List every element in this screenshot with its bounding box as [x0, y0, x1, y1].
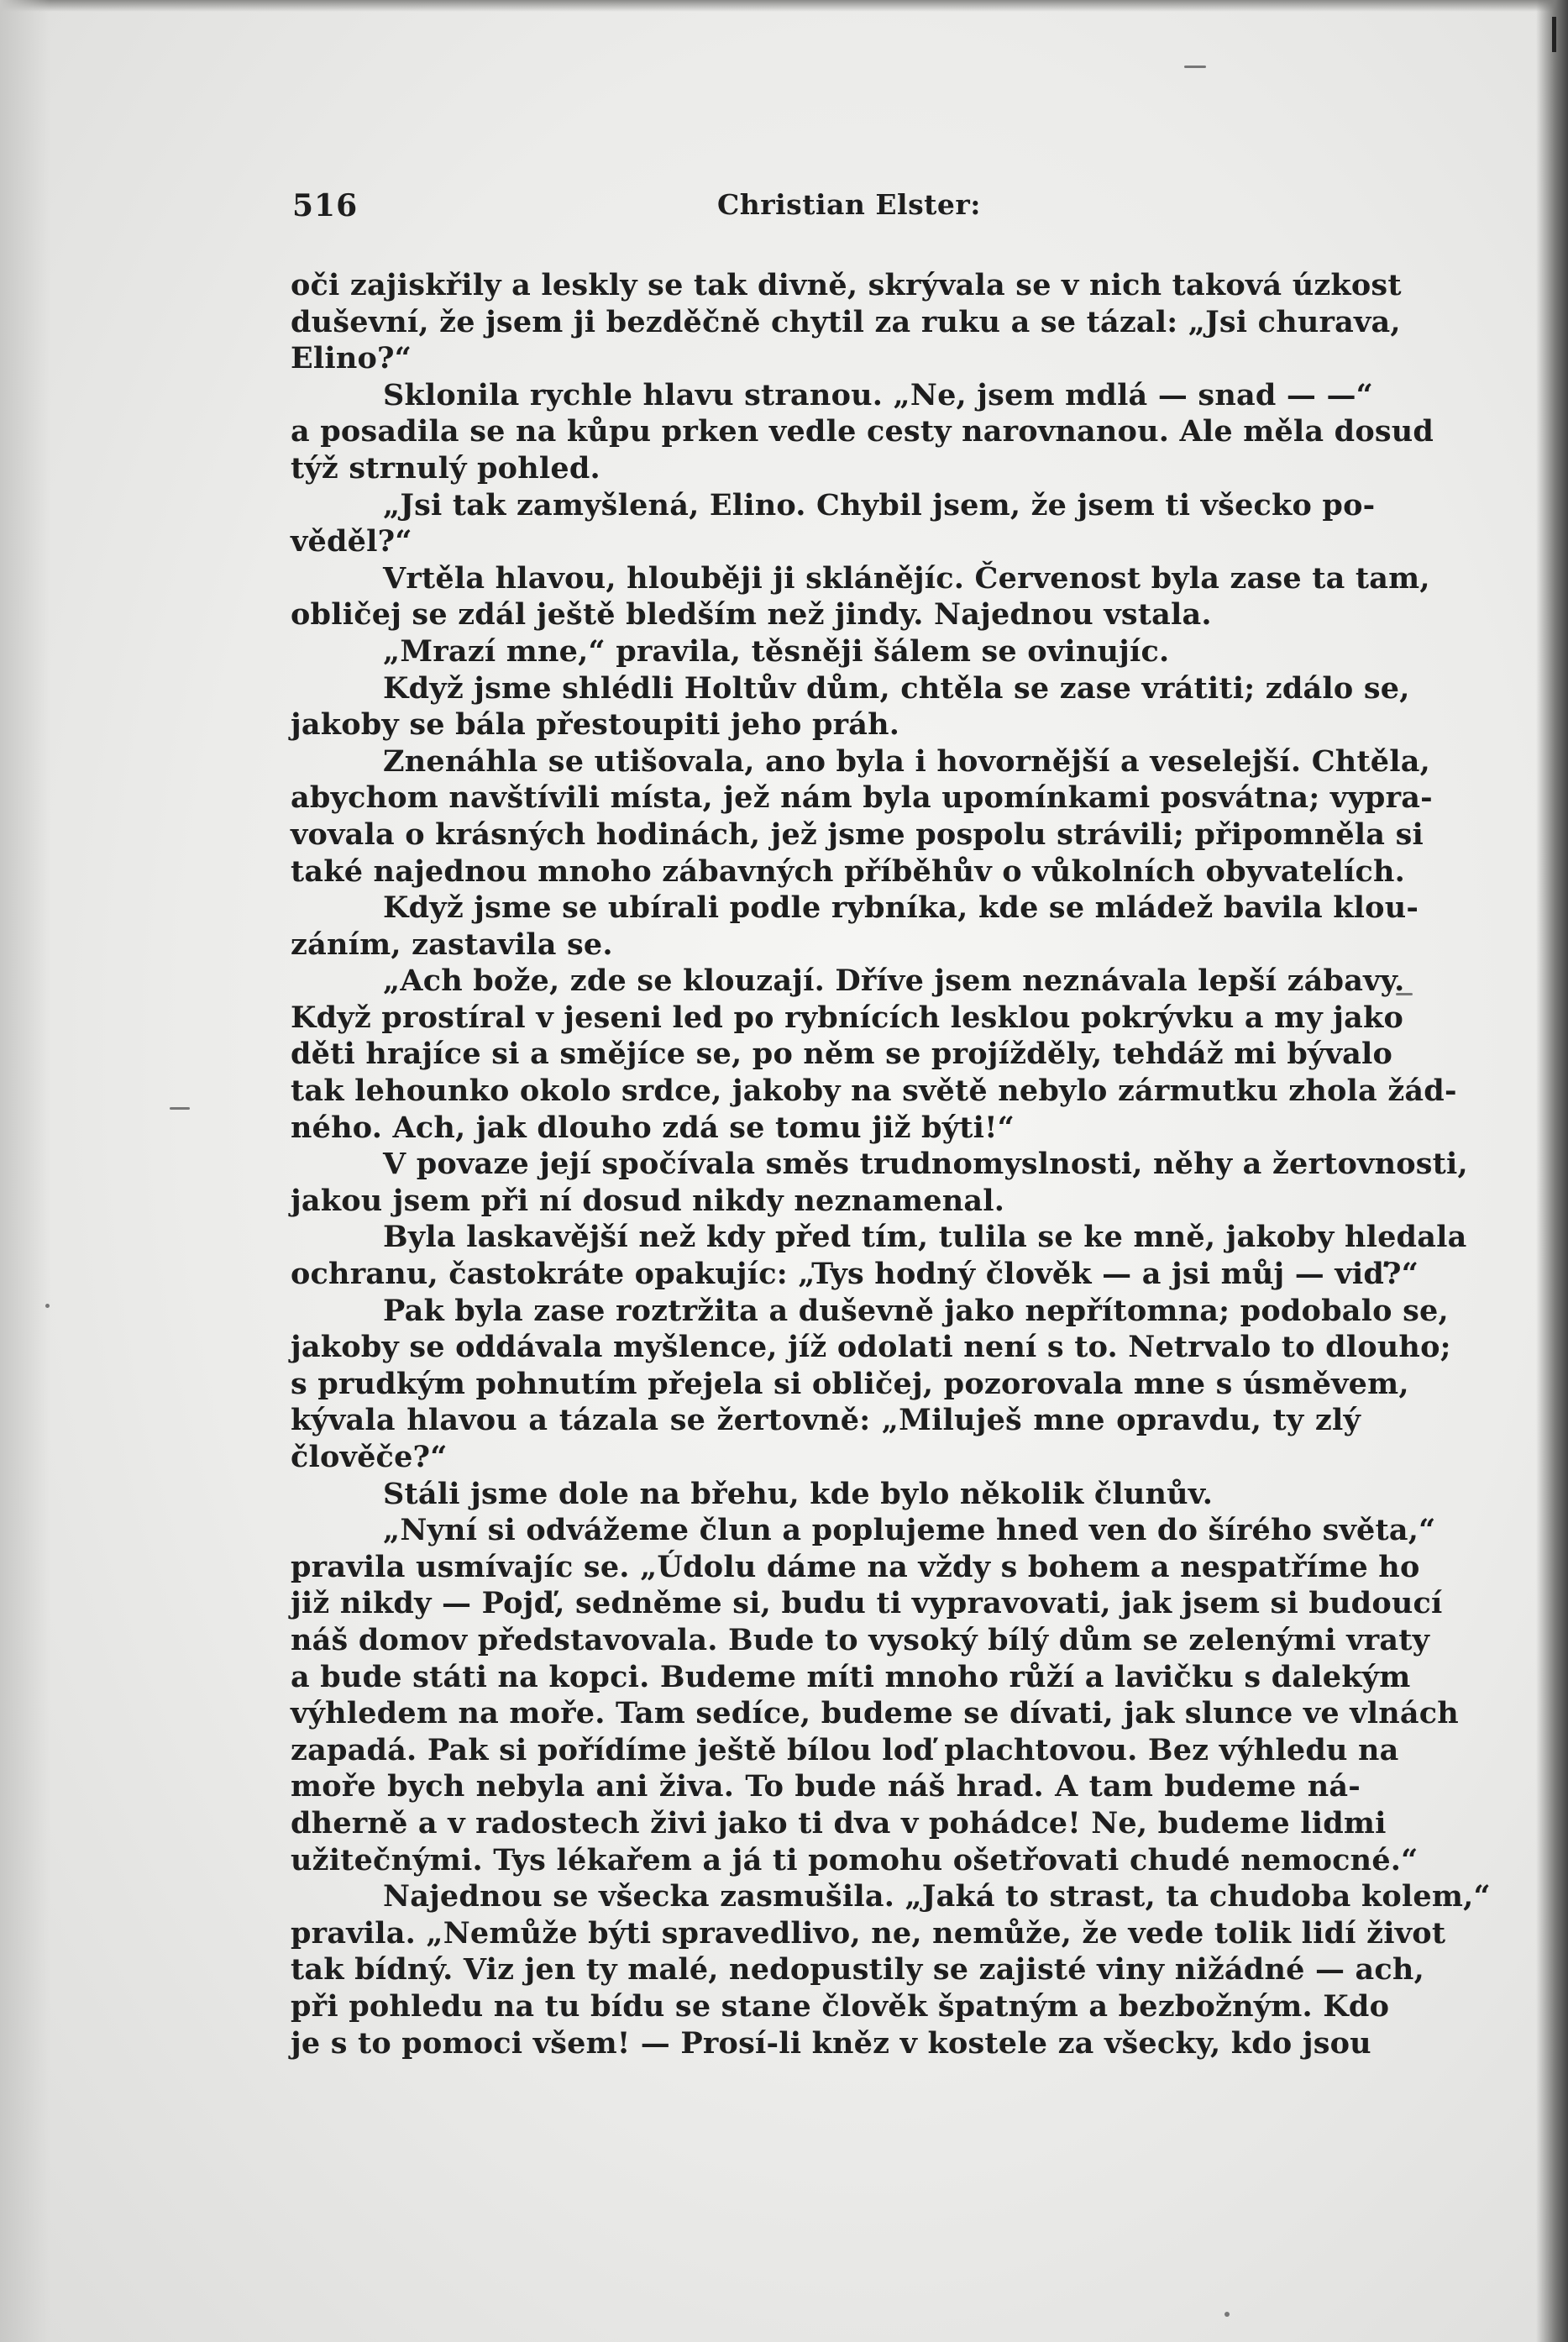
running-head: Christian Elster:	[717, 188, 981, 221]
text-line: s prudkým pohnutím přejela si obličej, pozorovala mne s úsměvem,	[291, 1366, 1409, 1401]
body-text	[291, 267, 1491, 2061]
page-number: 516	[292, 188, 359, 223]
text-line: jakoby se oddávala myšlence, jíž odolati není s to. Netrvalo to dlouho;	[291, 1330, 1451, 1365]
text-line: a posadila se na kůpu prken vedle cesty narovnanou. Ale měla dosud	[291, 414, 1434, 449]
text-line: obličej se zdál ještě bledším než jindy. Najednou vstala.	[291, 597, 1212, 633]
text-line: duševní, že jsem ji bezděčně chytil za ruku a se tázal: „Jsi churava,	[291, 304, 1401, 339]
text-line: a bude státi na kopci. Budeme míti mnoho růží a lavičku s dalekým	[291, 1659, 1411, 1694]
text-line: člověče?“	[291, 1440, 448, 1474]
text-line: „Mrazí mne,“ pravila, těsněji šálem se ovinujíc.	[383, 633, 1170, 669]
text-line: „Jsi tak zamyšlená, Elino. Chybil jsem, že jsem ti všecko po-	[383, 487, 1376, 522]
text-line: Když prostíral v jeseni led po rybnících lesklou pokrývku a my jako	[291, 1000, 1404, 1035]
text-line: Vrtěla hlavou, hlouběji ji sklánějíc. Červenost byla zase ta tam,	[383, 560, 1430, 596]
text-line: náš domov představovala. Bude to vysoký bílý dům se zelenými vraty	[291, 1622, 1430, 1657]
text-line: „Nyní si odvážeme člun a poplujeme hned ven do šírého světa,“	[383, 1513, 1436, 1548]
text-line: pravila. „Nemůže býti spravedlivo, ne, nemůže, že vede tolik lidí život	[291, 1915, 1446, 1951]
text-line: Když jsme shlédli Holtův dům, chtěla se zase vrátiti; zdálo se,	[383, 670, 1410, 706]
dust-speck	[1225, 2312, 1230, 2317]
text-line: oči zajiskřily a leskly se tak divně, skrývala se v nich taková úzkost	[291, 268, 1402, 302]
text-line: Elino?“	[291, 341, 412, 376]
text-line: je s to pomoci všem! — Prosí-li kněz v kostele za všecky, kdo jsou	[291, 2025, 1371, 2061]
binding-mark	[1552, 17, 1556, 52]
text-line: tak lehounko okolo srdce, jakoby na světě nebylo zármutku zhola žád-	[291, 1074, 1457, 1109]
text-line: moře bych nebyla ani živa. To bude náš hrad. A tam budeme ná-	[291, 1769, 1361, 1804]
text-line: Pak byla zase roztržita a duševně jako nepřítomna; podobalo se,	[383, 1293, 1449, 1328]
page-top-edge-shadow	[0, 0, 1568, 12]
text-line: V povaze její spočívala směs trudnomyslnosti, něhy a žertovnosti,	[383, 1147, 1468, 1182]
dust-speck	[1184, 66, 1206, 68]
page-left-shade	[0, 0, 50, 2342]
text-line: abychom navštívili místa, jež nám byla upomínkami posvátna; vypra-	[291, 780, 1433, 816]
text-line: při pohledu na tu bídu se stane člověk špatným a bezbožným. Kdo	[291, 1988, 1390, 2024]
text-line: ného. Ach, jak dlouho zdá se tomu již býti!“	[291, 1110, 1015, 1145]
text-line: jakou jsem při ní dosud nikdy neznamenal.	[291, 1183, 1005, 1218]
text-line: věděl?“	[291, 524, 412, 559]
text-line: ochranu, častokráte opakujíc: „Tys hodný člověk — a jsi můj — viď?“	[291, 1257, 1419, 1292]
page-header	[292, 188, 1361, 239]
text-line: tak bídný. Viz jen ty malé, nedopustily se zajisté viny nižádné — ach,	[291, 1952, 1424, 1988]
text-line: vovala o krásných hodinách, jež jsme pospolu strávili; připomněla si	[291, 817, 1424, 852]
text-line: Byla laskavější než kdy před tím, tulila se ke mně, jakoby hledala	[383, 1220, 1467, 1255]
dust-speck	[170, 1107, 190, 1110]
text-line: děti hrajíce si a smějíce se, po něm se projížděly, tehdáž mi bývalo	[291, 1037, 1393, 1072]
text-line: Najednou se všecka zasmušila. „Jaká to strast, ta chudoba kolem,“	[383, 1879, 1491, 1914]
page-right-edge-shadow	[1536, 0, 1568, 2342]
text-line: zapadá. Pak si pořídíme ještě bílou loď plachtovou. Bez výhledu na	[291, 1732, 1399, 1767]
text-line: záním, zastavila se.	[291, 927, 613, 962]
text-line: dherně a v radostech živi jako ti dva v pohádce! Ne, budeme lidmi	[291, 1805, 1387, 1841]
text-line: výhledem na moře. Tam sedíce, budeme se dívati, jak slunce ve vlnách	[291, 1696, 1459, 1731]
text-line: také najednou mnoho zábavných příběhův o vůkolních obyvatelích.	[291, 853, 1406, 889]
text-line: kývala hlavou a tázala se žertovně: „Miluješ mne opravdu, ty zlý	[291, 1403, 1361, 1438]
dust-speck	[45, 1304, 50, 1308]
text-line: Znenáhla se utišovala, ano byla i hovornější a veselejší. Chtěla,	[383, 743, 1430, 779]
text-line: již nikdy — Pojď, sedněme si, budu ti vypravovati, jak jsem si budoucí	[291, 1586, 1443, 1621]
text-line: pravila usmívajíc se. „Údolu dáme na vždy s bohem a nespatříme ho	[291, 1549, 1420, 1584]
text-line: Sklonila rychle hlavu stranou. „Ne, jsem mdlá — snad — —“	[383, 377, 1374, 412]
text-line: Když jsme se ubírali podle rybníka, kde se mládež bavila klou-	[383, 890, 1419, 926]
text-line: „Ach bože, zde se klouzají. Dříve jsem neznávala lepší zábavy.	[383, 964, 1405, 999]
text-line: týž strnulý pohled.	[291, 450, 600, 486]
text-line: Stáli jsme dole na břehu, kde bylo několik člunův.	[383, 1476, 1214, 1511]
text-line: užitečnými. Tys lékařem a já ti pomohu ošetřovati chudé nemocné.“	[291, 1842, 1419, 1877]
text-line: jakoby se bála přestoupiti jeho práh.	[291, 707, 900, 743]
